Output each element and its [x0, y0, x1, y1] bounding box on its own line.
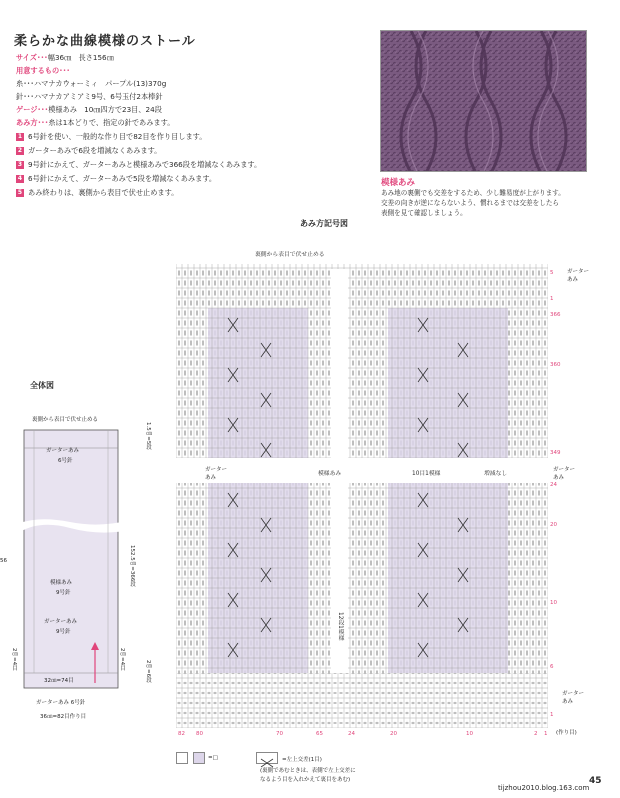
- caption-line: 表側を見て確認しましょう。: [381, 209, 467, 217]
- footer-credit: tijzhou2010.blog.163.com: [498, 784, 590, 792]
- col-number: 10: [466, 731, 473, 737]
- chart-garter-right-top: ガーター あみ: [567, 269, 590, 283]
- chart-garter-left-mid: ガーター あみ: [205, 467, 228, 481]
- legend-cross-note: (裏側であむときは、表側で左上交差に: [260, 768, 356, 774]
- overall-top-note: 裏側から表目で伏せ止める: [32, 417, 99, 423]
- step-5: 5 あみ終わりは、裏側から表目で伏せ止めます。: [17, 188, 179, 197]
- col-number: 20: [390, 731, 397, 737]
- step-3: 3 9号針にかえて、ガーターあみと模様あみで366段を増減なくあみます。: [17, 160, 262, 169]
- legend-knit-box: [176, 752, 188, 764]
- row-number: 349: [550, 450, 561, 456]
- col-number: 65: [316, 731, 323, 737]
- chart-vertical-repeat: 12段1模様: [337, 612, 343, 641]
- row-number: 366: [550, 312, 561, 318]
- spec-materials-label: 用意するもの･･･: [16, 66, 70, 75]
- col-number: 80: [196, 731, 203, 737]
- caption-line: あみ地の裏側でも交差をするため、少し難易度が上がります。: [381, 189, 565, 197]
- spec-yarn: 糸･･･ハマナカウォーミィ パープル(13)370g: [16, 79, 167, 88]
- spec-size: サイズ･･･幅36㎝ 長さ156㎝: [16, 53, 114, 62]
- legend-symbols: =□: [208, 755, 218, 761]
- col-number: 70: [276, 731, 283, 737]
- step-4: 4 6号針にかえて、ガーターあみで5段を増減なくあみます。: [17, 174, 217, 183]
- spec-method: あみ方･･･糸は1本どりで、指定の針であみます。: [16, 118, 175, 127]
- chart-title: あみ方記号図: [300, 219, 348, 228]
- step-2: 2 ガーターあみで6段を増減なくあみます。: [17, 146, 162, 155]
- chart-garter-right-mid: ガーター あみ: [553, 467, 576, 481]
- legend-cross-box: [256, 752, 278, 764]
- chart-pattern-label: 模様あみ: [318, 471, 342, 477]
- overall-right-mid: 152.5㎝=366段: [129, 545, 135, 587]
- chart-repeat-label: 10目1模様: [412, 471, 441, 477]
- row-number: 1: [550, 296, 554, 302]
- caption-line: 交差の向きが逆にならないよう、慣れるまでは交差をしたら: [381, 199, 560, 207]
- chart-garter-right-bottom: ガーター あみ: [562, 691, 585, 705]
- row-number: 360: [550, 362, 561, 368]
- overall-left-edge: 56: [0, 558, 7, 564]
- knit-sample-photo: [380, 30, 587, 172]
- overall-right-low: 2㎝=4目: [119, 648, 125, 671]
- col-number: 1: [544, 731, 548, 737]
- legend-purple-box: [193, 752, 205, 764]
- overall-pattern: 模様あみ: [50, 580, 73, 586]
- caption-heading: 模様あみ: [381, 178, 416, 188]
- chart-top-note: 裏側から表目で伏せ止める: [255, 252, 325, 258]
- overall-garter-bottom: ガーターあみ 6号針: [36, 700, 86, 706]
- knitting-chart: [170, 258, 610, 748]
- overall-left-low: 2㎝=4目: [11, 648, 17, 671]
- step-1: 1 6号針を使い、一般的な作り目で82目を作り目します。: [17, 132, 207, 141]
- row-number: 20: [550, 522, 557, 528]
- overall-inner-width: 32㎝=74目: [44, 678, 74, 684]
- chart-start-label: (作り目): [556, 730, 577, 736]
- legend-cross: =左上交差(1目): [282, 757, 322, 763]
- overall-garter-top: ガーターあみ: [46, 448, 80, 454]
- page-title: 柔らかな曲線模様のストール: [14, 34, 196, 49]
- overall-garter-side-needle: 9号針: [56, 629, 71, 635]
- col-number: 82: [178, 731, 185, 737]
- col-number: 2: [534, 731, 538, 737]
- page-number: 45: [589, 776, 602, 786]
- spec-needle: 針･･･ハマナカアミアミ9号、6号玉付2本棒針: [16, 92, 163, 101]
- overall-total-width: 36㎝=82目作り目: [40, 714, 87, 720]
- chart-no-change: 増減なし: [484, 471, 508, 477]
- legend-cross-note: なるよう目を入れかえて裏目をあむ): [260, 777, 351, 783]
- stole-outline: [20, 428, 130, 698]
- overall-title: 全体図: [30, 381, 54, 390]
- overall-right-top: 1.5㎝=5段: [145, 422, 151, 450]
- spec-gauge: ゲージ･･･模様あみ 10㎝四方で23目、24段: [16, 105, 162, 114]
- row-number: 1: [550, 712, 554, 718]
- overall-garter-side: ガーターあみ: [44, 619, 78, 625]
- col-number: 24: [348, 731, 355, 737]
- overall-pattern-needle: 9号針: [56, 590, 71, 596]
- overall-right-bottom: 2㎝=6段: [145, 660, 151, 683]
- overall-garter-top-needle: 6号針: [58, 458, 73, 464]
- row-number: 10: [550, 600, 557, 606]
- row-number: 24: [550, 482, 557, 488]
- row-number: 5: [550, 270, 554, 276]
- row-number: 6: [550, 664, 554, 670]
